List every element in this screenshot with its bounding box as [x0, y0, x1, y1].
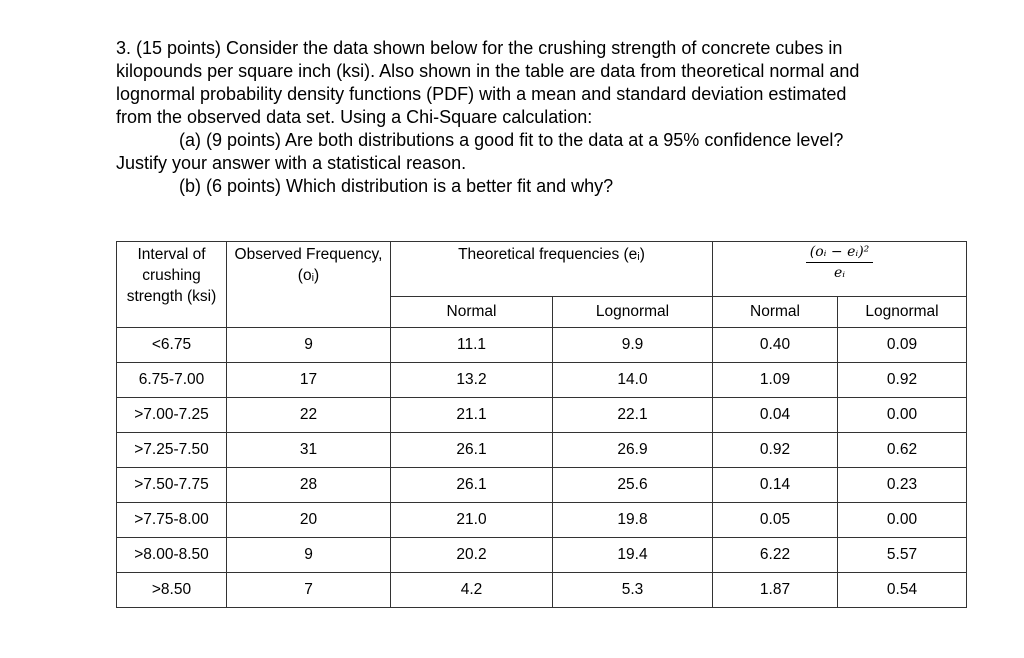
cell-chi-normal: 1.87	[713, 573, 838, 608]
cell-observed: 17	[227, 363, 391, 398]
cell-chi-normal: 0.92	[713, 433, 838, 468]
table-body	[117, 328, 967, 608]
formula-numerator: (oᵢ − eᵢ)²	[806, 244, 874, 263]
part-b-question: (b) (6 points) Which distribution is a better fit and why?	[179, 176, 614, 196]
chi-square-table	[116, 241, 967, 608]
header-observed: Observed Frequency, (oᵢ)	[227, 242, 391, 328]
cell-chi-lognormal: 0.62	[838, 433, 967, 468]
table-row	[117, 573, 967, 608]
table-row	[117, 398, 967, 433]
cell-lognormal: 19.4	[553, 538, 713, 573]
table-row	[117, 328, 967, 363]
cell-lognormal: 19.8	[553, 503, 713, 538]
intro-line-4: from the observed data set. Using a Chi-Square calculation:	[116, 107, 593, 127]
cell-chi-lognormal: 0.09	[838, 328, 967, 363]
intro-line-2: kilopounds per square inch (ksi). Also shown in the table are data from theoretical normal and	[116, 61, 860, 81]
header-lognormal: Lognormal	[553, 297, 713, 328]
cell-lognormal: 26.9	[553, 433, 713, 468]
cell-interval: >7.75-8.00	[117, 503, 227, 538]
part-a-justify: Justify your answer with a statistical reason.	[116, 153, 467, 173]
cell-chi-normal: 1.09	[713, 363, 838, 398]
table-row	[117, 538, 967, 573]
intro-line-1: 3. (15 points) Consider the data shown below for the crushing strength of concrete cubes in	[116, 38, 843, 58]
header-normal: Normal	[391, 297, 553, 328]
table-row	[117, 468, 967, 503]
cell-lognormal: 22.1	[553, 398, 713, 433]
cell-interval: >7.25-7.50	[117, 433, 227, 468]
cell-chi-lognormal: 5.57	[838, 538, 967, 573]
part-a-question: (a) (9 points) Are both distributions a good fit to the data at a 95% confidence level?	[179, 130, 844, 150]
cell-normal: 20.2	[391, 538, 553, 573]
cell-interval: >8.00-8.50	[117, 538, 227, 573]
cell-normal: 26.1	[391, 468, 553, 503]
formula-denominator: eᵢ	[833, 265, 846, 281]
cell-observed: 9	[227, 538, 391, 573]
cell-observed: 9	[227, 328, 391, 363]
header-interval: Interval of crushing strength (ksi)	[117, 242, 227, 328]
cell-lognormal: 5.3	[553, 573, 713, 608]
cell-normal: 4.2	[391, 573, 553, 608]
table-row	[117, 503, 967, 538]
chi-square-fraction	[806, 244, 874, 282]
cell-chi-lognormal: 0.00	[838, 398, 967, 433]
cell-chi-lognormal: 0.23	[838, 468, 967, 503]
header-chi-normal: Normal	[713, 297, 838, 328]
cell-observed: 28	[227, 468, 391, 503]
cell-chi-normal: 0.05	[713, 503, 838, 538]
cell-interval: 6.75-7.00	[117, 363, 227, 398]
cell-observed: 31	[227, 433, 391, 468]
header-theoretical: Theoretical frequencies (eᵢ)	[391, 242, 713, 297]
cell-chi-normal: 0.14	[713, 468, 838, 503]
cell-chi-lognormal: 0.00	[838, 503, 967, 538]
cell-interval: >7.00-7.25	[117, 398, 227, 433]
cell-lognormal: 14.0	[553, 363, 713, 398]
intro-line-3: lognormal probability density functions (PDF) with a mean and standard deviation estimated	[116, 84, 847, 104]
cell-interval: >7.50-7.75	[117, 468, 227, 503]
cell-interval: >8.50	[117, 573, 227, 608]
cell-observed: 20	[227, 503, 391, 538]
cell-normal: 21.0	[391, 503, 553, 538]
problem-statement	[116, 37, 996, 198]
cell-normal: 21.1	[391, 398, 553, 433]
cell-normal: 26.1	[391, 433, 553, 468]
cell-chi-lognormal: 0.54	[838, 573, 967, 608]
table-row	[117, 363, 967, 398]
cell-chi-normal: 0.40	[713, 328, 838, 363]
cell-lognormal: 9.9	[553, 328, 713, 363]
cell-observed: 22	[227, 398, 391, 433]
cell-chi-normal: 0.04	[713, 398, 838, 433]
header-chi-lognormal: Lognormal	[838, 297, 967, 328]
cell-normal: 13.2	[391, 363, 553, 398]
cell-chi-lognormal: 0.92	[838, 363, 967, 398]
cell-interval: <6.75	[117, 328, 227, 363]
cell-chi-normal: 6.22	[713, 538, 838, 573]
cell-normal: 11.1	[391, 328, 553, 363]
cell-observed: 7	[227, 573, 391, 608]
header-chi-square-formula	[713, 242, 967, 297]
table-row	[117, 433, 967, 468]
cell-lognormal: 25.6	[553, 468, 713, 503]
